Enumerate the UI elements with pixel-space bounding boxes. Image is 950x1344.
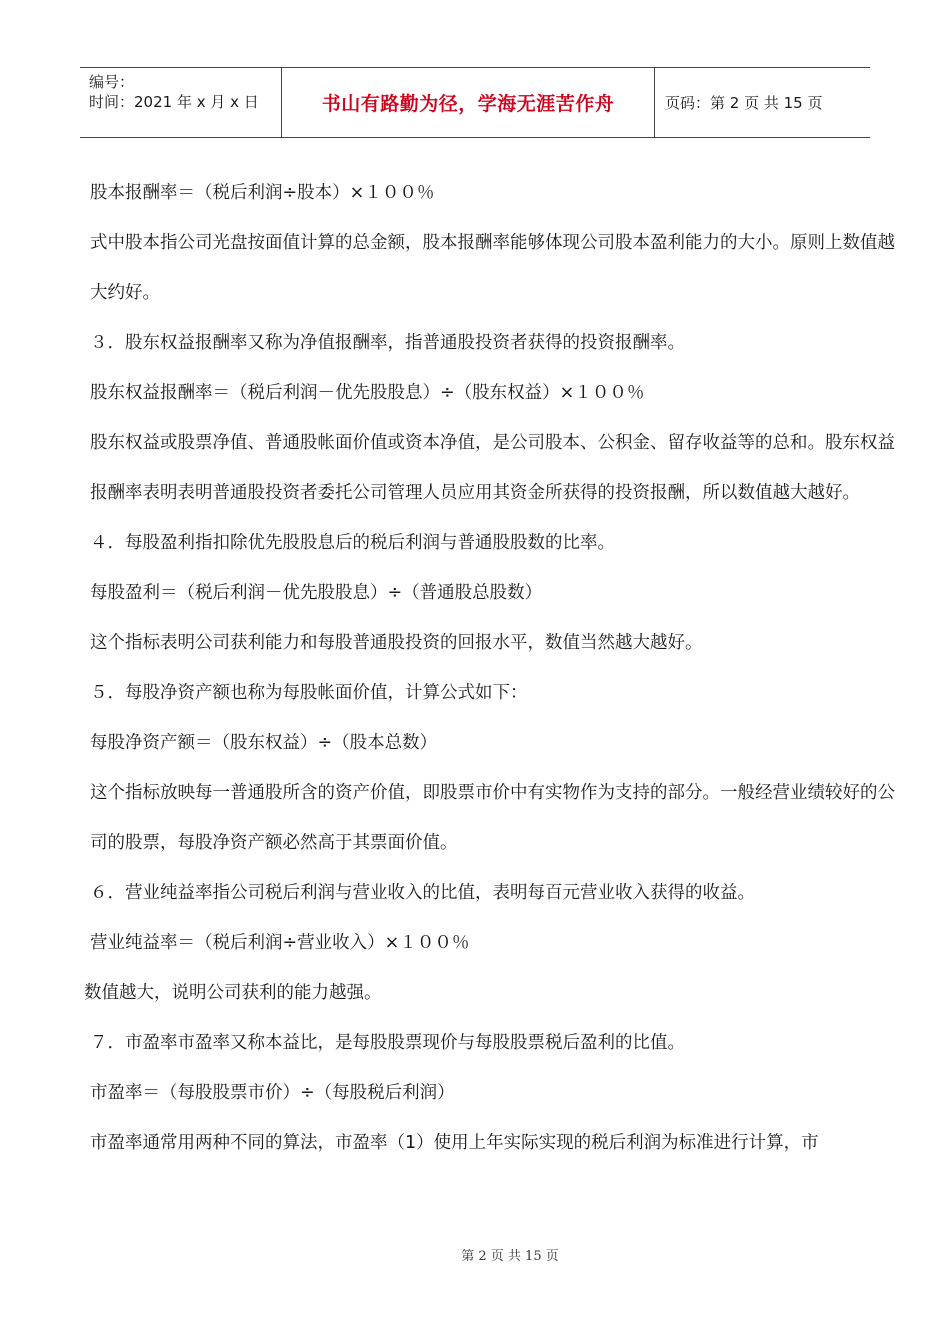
page-info: 页码：第 2 页 共 15 页 [665,94,823,112]
paragraph: 式中股本指公司光盘按面值计算的总金额，股本报酬率能够体现公司股本盈利能力的大小。原则上数值越大约好。 [90,233,895,303]
header-page-cell [655,68,870,137]
motto: 书山有路勤为径，学海无涯苦作舟 [321,93,615,115]
paragraph: 数值越大，说明公司获利的能力越强。 [84,983,382,1003]
paragraph: ６．营业纯益率指公司税后利润与营业收入的比值，表明每百元营业收入获得的收益。 [90,883,755,903]
paragraph: 每股盈利＝（税后利润－优先股股息）÷（普通股总股数） [90,583,543,603]
paragraph: ５．每股净资产额也称为每股帐面价值，计算公式如下： [90,683,528,703]
paragraph: 市盈率＝（每股股票市价）÷（每股税后利润） [90,1083,455,1103]
page-footer: 第 2 页 共 15 页 [461,1249,559,1264]
paragraph: ３．股东权益报酬率又称为净值报酬率，指普通股投资者获得的投资报酬率。 [90,333,685,353]
page-header [80,67,870,138]
header-motto-cell [281,68,655,137]
paragraph: 营业纯益率＝（税后利润÷营业收入）×１００％ [90,933,470,953]
header-meta [80,68,281,137]
paragraph: 这个指标表明公司获利能力和每股普通股投资的回报水平，数值当然越大越好。 [90,633,703,653]
paragraph: 市盈率通常用两种不同的算法，市盈率（1）使用上年实际实现的税后利润为标准进行计算，市 [90,1133,819,1153]
number-label: 编号： [89,73,135,91]
document-body [46,168,906,1168]
time-label: 时间：2021 年 x 月 x 日 [89,93,259,111]
paragraph: 股本报酬率＝（税后利润÷股本）×１００％ [90,183,435,203]
paragraph: 每股净资产额＝（股东权益）÷（股本总数） [90,733,438,753]
paragraph: 股东权益或股票净值、普通股帐面价值或资本净值，是公司股本、公积金、留存收益等的总和。股东权益报酬率表明表明普通股投资者委托公司管理人员应用其资金所获得的投资报酬，所以数值越大越好。 [90,433,895,503]
paragraph: ７．市盈率市盈率又称本益比，是每股股票现价与每股股票税后盈利的比值。 [90,1033,685,1053]
paragraph: ４．每股盈利指扣除优先股股息后的税后利润与普通股股数的比率。 [90,533,615,553]
paragraph: 这个指标放映每一普通股所含的资产价值，即股票市价中有实物作为支持的部分。一般经营业绩较好的公司的股票，每股净资产额必然高于其票面价值。 [90,783,895,853]
paragraph: 股东权益报酬率＝（税后利润－优先股股息）÷（股东权益）×１００％ [90,383,645,403]
